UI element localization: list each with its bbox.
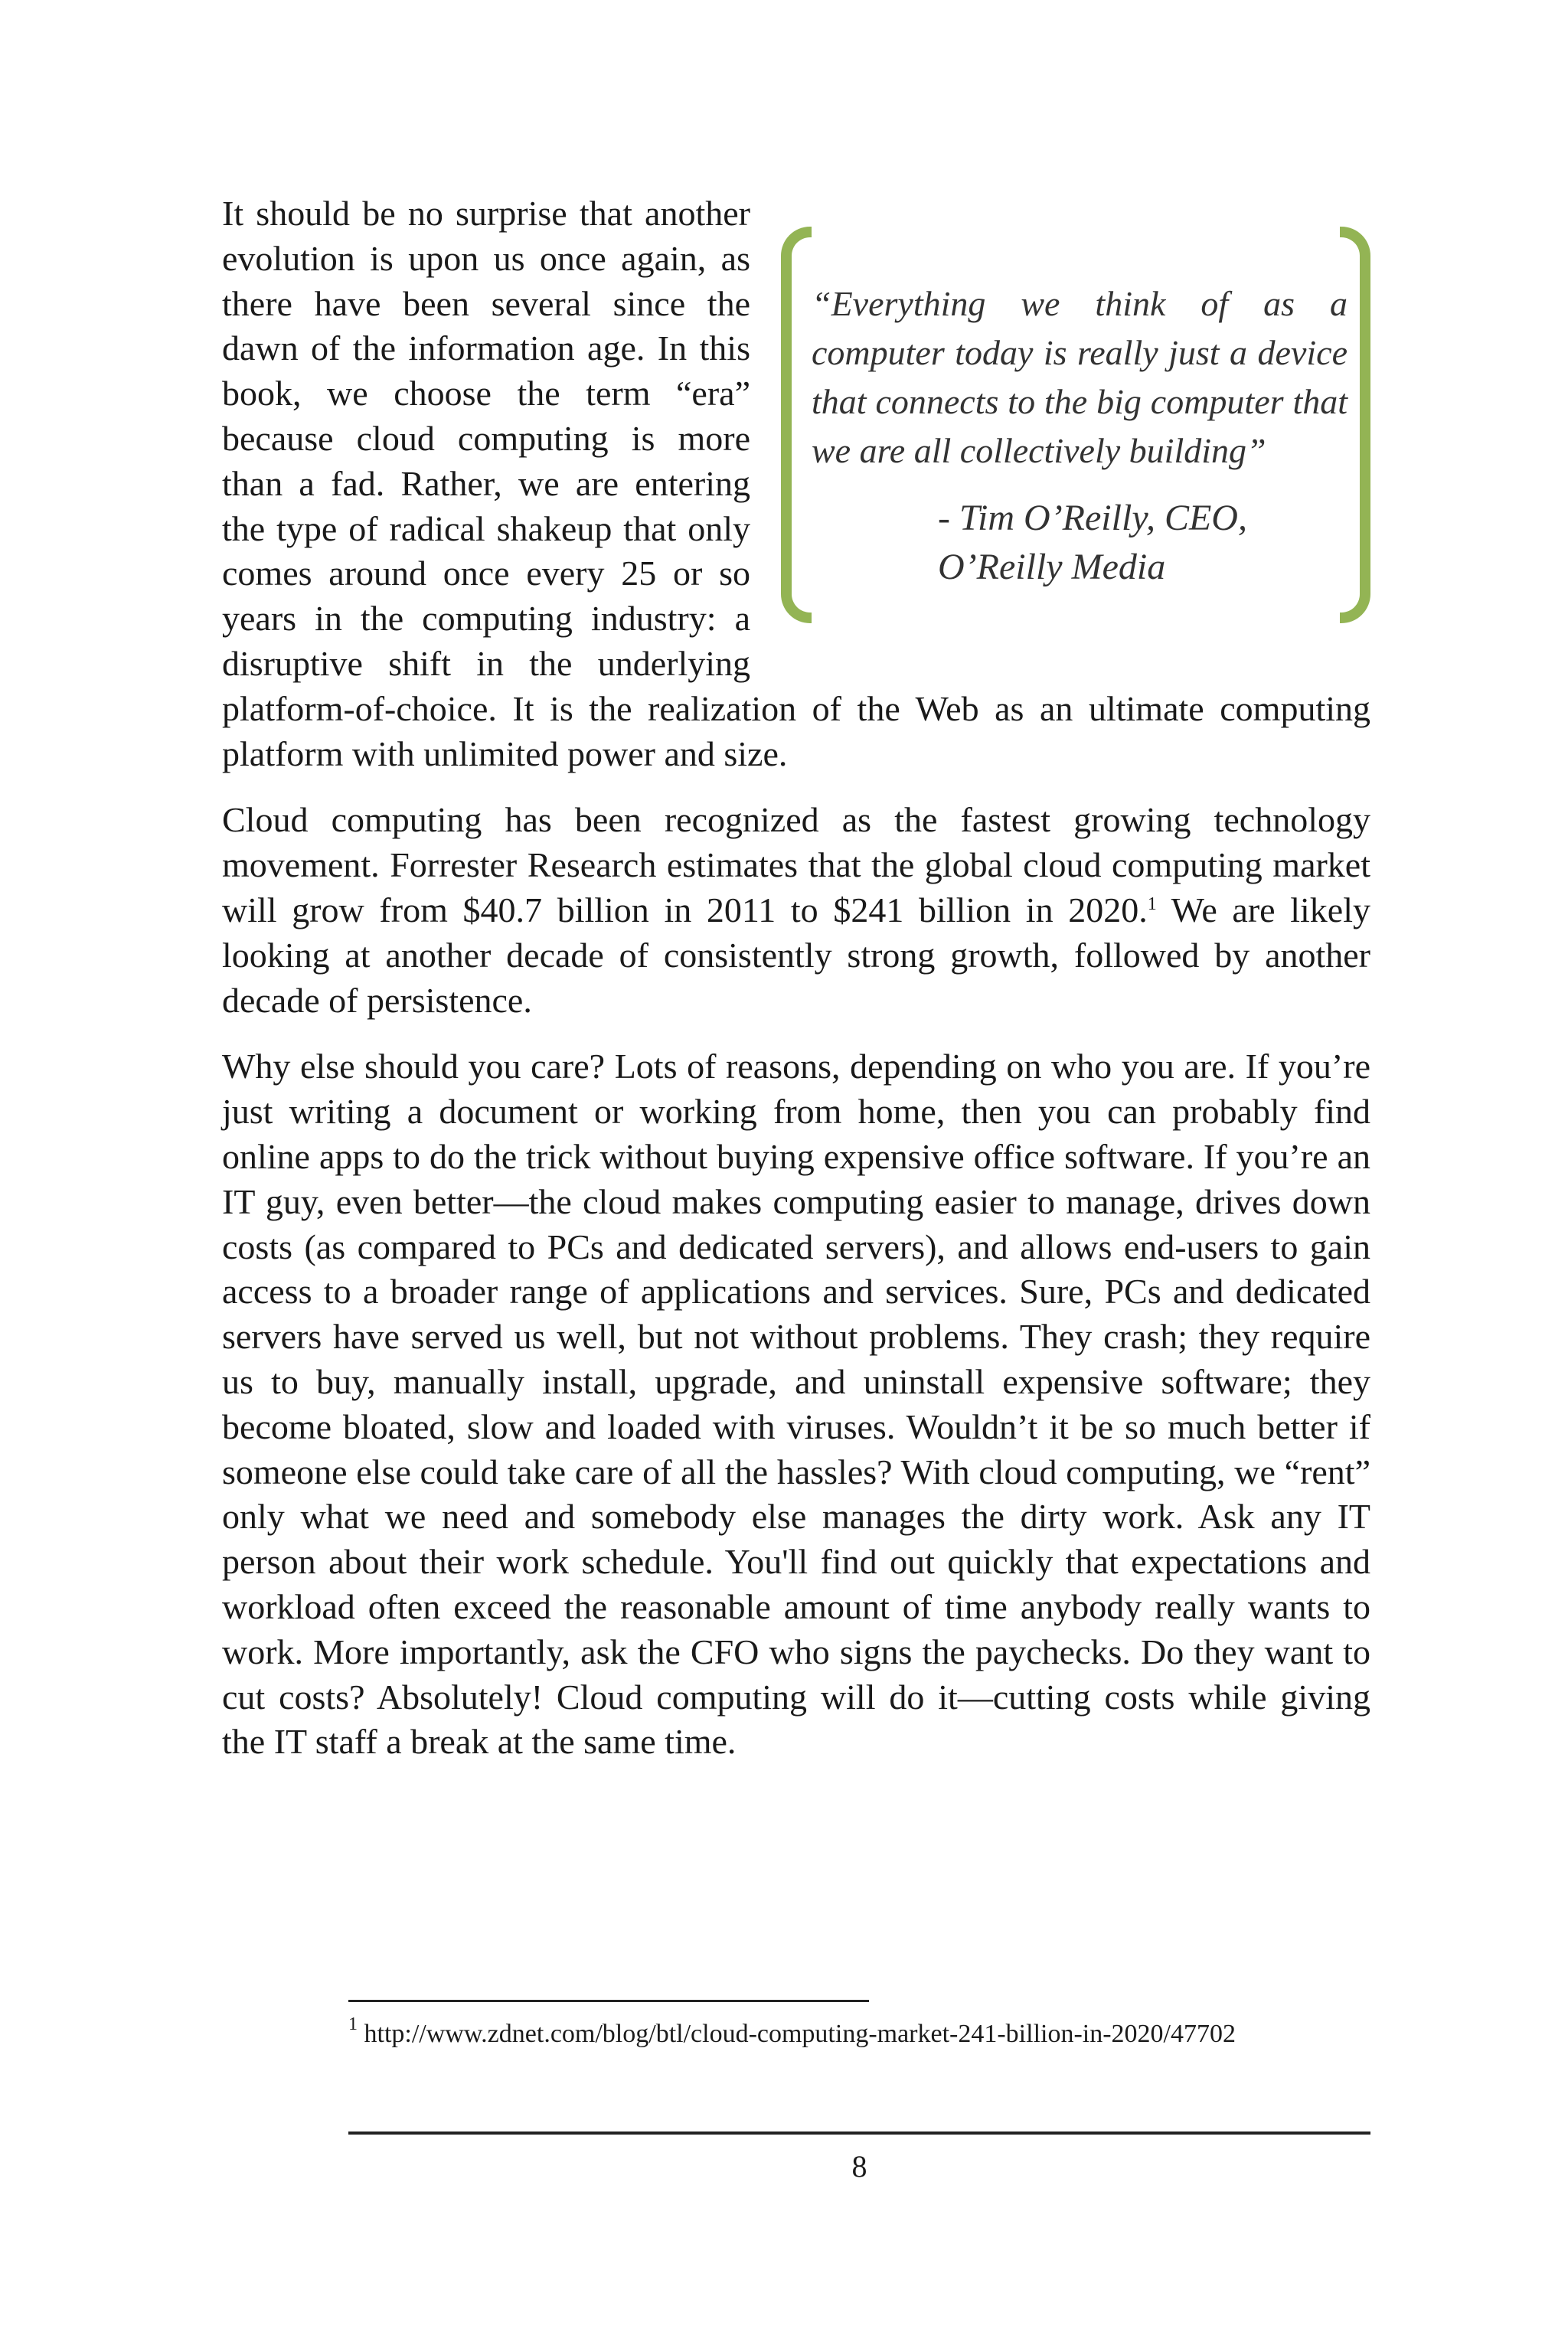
footnote <box>348 2014 1367 2052</box>
footnote-reference: 1 <box>1147 893 1157 914</box>
pull-quote-attribution <box>938 494 1336 592</box>
footnote-separator <box>348 2000 869 2002</box>
footer-rule <box>348 2132 1370 2135</box>
pull-quote <box>773 207 1370 635</box>
paragraph-1: It should be no surprise that another evolution is upon us once again, as there have been several since the dawn of the information age. In this book, we choose the term “era” because cloud computing is more than a fad. Rather, we are entering the type of radical shakeup that only comes around once every 25 or so years in the computing industry: a disruptive shift in the underlying platform-of-choice. It is the realization of the Web as an ultimate computing platform with unlimited power and size. <box>222 194 1370 773</box>
page-number: 8 <box>851 2149 867 2184</box>
body-text <box>222 191 1370 1786</box>
pull-quote-attribution-line2: O’Reilly Media <box>938 547 1166 587</box>
paragraph-2-text-after: We are likely looking at another decade of consistently strong growth, followed by another decade of persistence. <box>222 890 1370 1020</box>
footnote-number: 1 <box>348 2014 358 2034</box>
footnote-text: http://www.zdnet.com/blog/btl/cloud-computing-market-241-billion-in-2020/47702 <box>364 2020 1236 2048</box>
pull-quote-attribution-line1: - Tim O’Reilly, CEO, <box>938 498 1247 538</box>
paragraph-2 <box>222 798 1370 1023</box>
paragraph-3: Why else should you care? Lots of reasons, depending on who you are. If you’re just writing a document or working from home, then you can probably find online apps to do the trick without buying expensive office software. If you’re an IT guy, even better—the cloud makes computing easier to manage, drives down costs (as compared to PCs and dedicated servers), and allows end-users to gain access to a broader range of applications and services. Sure, PCs and dedicated servers have served us well, but not without problems. They crash; they require us to buy, manually install, upgrade, and uninstall expensive software; they become bloated, slow and loaded with viruses. Wouldn’t it be so much better if someone else could take care of all the hassles? With cloud computing, we “rent” only what we need and somebody else manages the dirty work. Ask any IT person about their work schedule. You'll find out quickly that expectations and workload often exceed the reasonable amount of time anybody really wants to work. More importantly, ask the CFO who signs the paychecks. Do they want to cut costs? Absolutely! Cloud computing will do it—cutting costs while giving the IT staff a break at the same time. <box>222 1047 1370 1762</box>
pull-quote-text: “Everything we think of as a computer today is really just a device that connects to the big computer that we are all collectively building” <box>812 284 1348 470</box>
paragraph-2-text: Cloud computing has been recognized as the fastest growing technology movement. Forrester Research estimates that the global cloud computing market will grow from $40.7 billion in 2011 to $241 billion in 2020. <box>222 800 1370 929</box>
left-bracket-decoration <box>781 227 812 623</box>
